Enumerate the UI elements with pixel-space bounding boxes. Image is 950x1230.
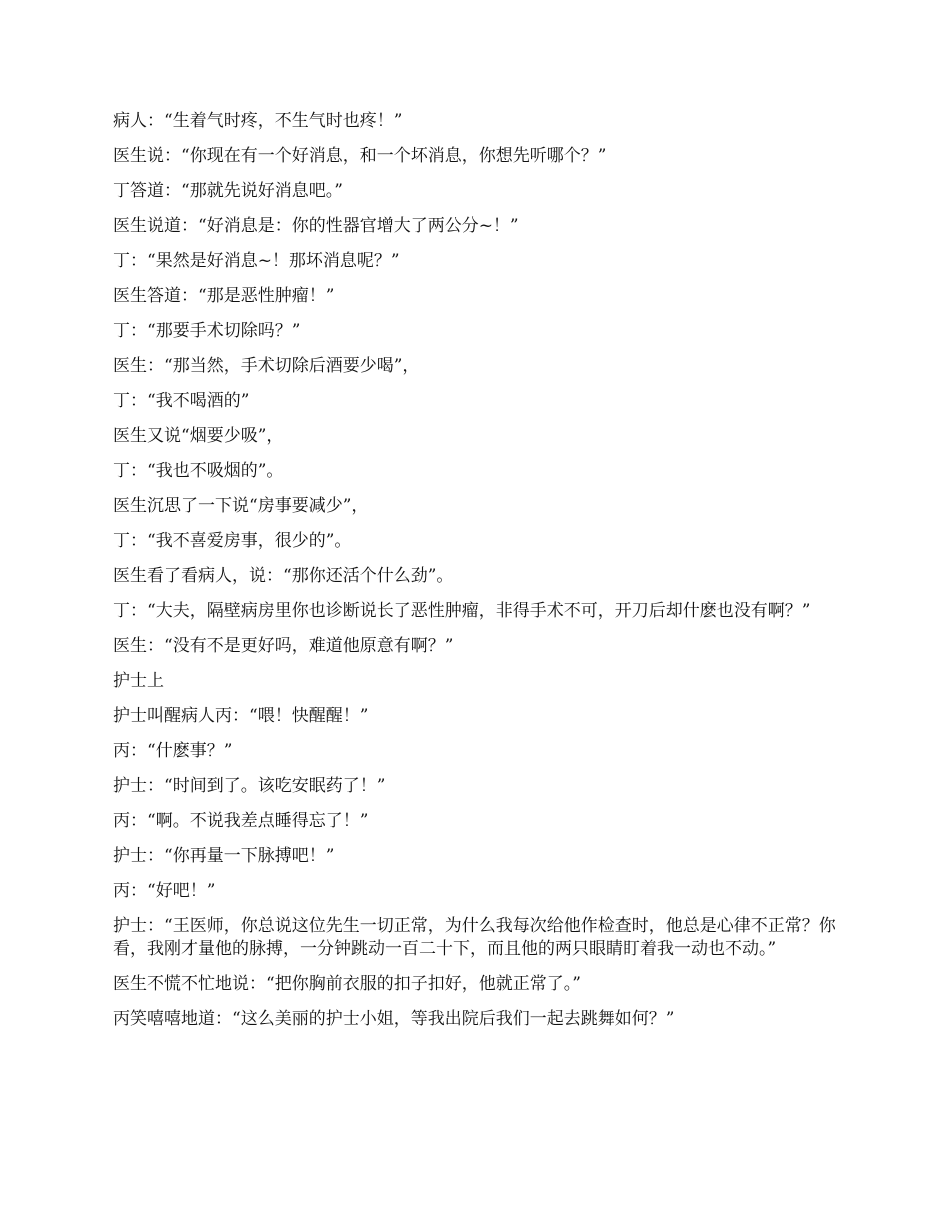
paragraph: 丙：“好吧！”	[113, 881, 216, 901]
paragraph: 医生又说“烟要少吸”，	[113, 426, 284, 446]
paragraph: 医生：“那当然，手术切除后酒要少喝”，	[113, 356, 420, 376]
paragraph: 医生说道：“好消息是：你的性器官增大了两公分~！”	[113, 216, 519, 236]
paragraph: 丁：“大夫，隔壁病房里你也诊断说长了恶性肿瘤，非得手术不可，开刀后却什麽也没有啊？”	[113, 601, 811, 621]
paragraph: 丁：“我不喜爱房事，很少的”。	[113, 531, 352, 551]
paragraph: 医生沉思了一下说“房事要减少”，	[113, 496, 369, 516]
paragraph: 护士：“时间到了。该吃安眠药了！”	[113, 776, 386, 796]
paragraph: 医生说：“你现在有一个好消息，和一个坏消息，你想先听哪个？”	[113, 146, 607, 166]
paragraph: 丙：“啊。不说我差点睡得忘了！”	[113, 811, 369, 831]
document-body	[113, 110, 838, 1043]
paragraph: 丙：“什麽事？”	[113, 741, 233, 761]
paragraph: 医生不慌不忙地说：“把你胸前衣服的扣子扣好，他就正常了。”	[113, 974, 581, 994]
paragraph: 护士叫醒病人丙：“喂！快醒醒！”	[113, 706, 369, 726]
paragraph: 丁：“我也不吸烟的”。	[113, 461, 284, 481]
paragraph: 丁：“果然是好消息~！那坏消息呢？”	[113, 251, 400, 271]
paragraph: 医生答道：“那是恶性肿瘤！”	[113, 286, 335, 306]
paragraph: 病人：“生着气时疼，不生气时也疼！”	[113, 111, 403, 131]
paragraph: 丁：“那要手术切除吗？”	[113, 321, 301, 341]
paragraph: 护士：“你再量一下脉搏吧！”	[113, 846, 335, 866]
paragraph: 丙笑嘻嘻地道：“这么美丽的护士小姐，等我出院后我们一起去跳舞如何？”	[113, 1009, 675, 1029]
paragraph: 丁答道：“那就先说好消息吧。”	[113, 181, 343, 201]
paragraph: 丁：“我不喝酒的”	[113, 391, 250, 411]
paragraph: 医生：“没有不是更好吗，难道他原意有啊？”	[113, 636, 454, 656]
paragraph: 护士：“王医师，你总说这位先生一切正常，为什么我每次给他作检查时，他总是心律不正常？你看，我刚才量他的脉搏，一分钟跳动一百二十下，而且他的两只眼睛盯着我一动也不动。”	[113, 916, 836, 959]
paragraph: 护士上	[113, 671, 164, 691]
paragraph: 医生看了看病人，说：“那你还活个什么劲”。	[113, 566, 454, 586]
